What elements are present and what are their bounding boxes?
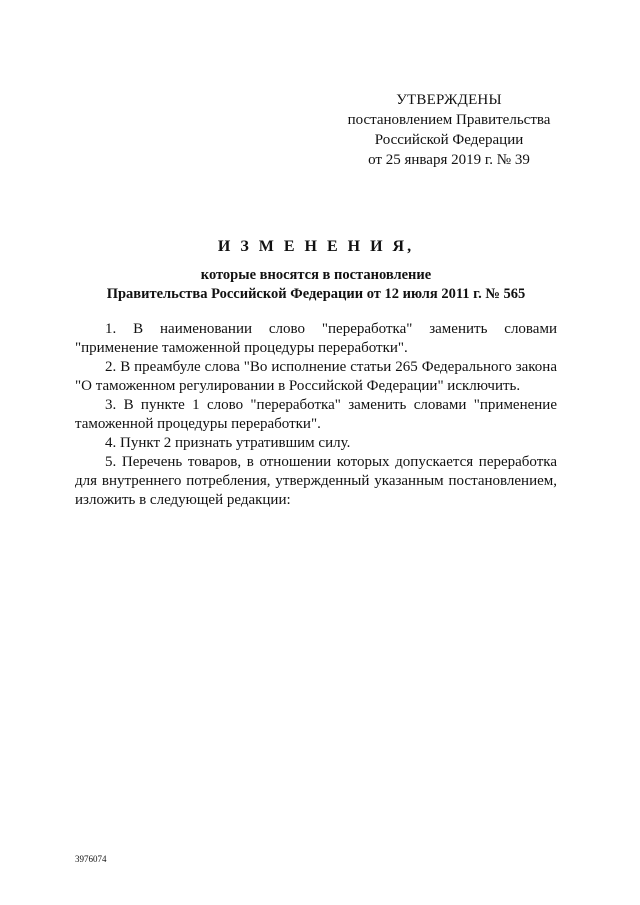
paragraph-3: 3. В пункте 1 слово "переработка" заменить словами "применение таможенной процедуры переработки".	[75, 397, 557, 432]
approval-line-3: от 25 января 2019 г. № 39	[368, 152, 530, 168]
document-title	[75, 238, 557, 304]
title-subtitle-2: Правительства Российской Федерации от 12 июля 2011 г. № 565	[106, 286, 526, 302]
paragraph-5: 5. Перечень товаров, в отношении которых допускается переработка для внутреннего потребления, утвержденный указанным постановлением, изложить в следующей редакции:	[75, 454, 557, 508]
approval-line-1: постановлением Правительства	[347, 112, 551, 128]
paragraph-4: 4. Пункт 2 признать утратившим силу.	[105, 435, 351, 451]
title-subtitle-1: которые вносятся в постановление	[200, 267, 432, 283]
approval-line-2: Российской Федерации	[374, 132, 524, 148]
paragraph-2: 2. В преамбуле слова "Во исполнение статьи 265 Федерального закона "О таможенном регулировании в Российской Федерации" исключить.	[75, 359, 557, 394]
document-code: 3976074	[75, 854, 107, 864]
document-body	[75, 320, 557, 510]
approval-block	[340, 90, 558, 170]
approval-heading: УТВЕРЖДЕНЫ	[396, 92, 502, 108]
title-main: И З М Е Н Е Н И Я,	[217, 238, 415, 255]
paragraph-1: 1. В наименовании слово "переработка" заменить словами "применение таможенной процедуры переработки".	[75, 321, 557, 356]
